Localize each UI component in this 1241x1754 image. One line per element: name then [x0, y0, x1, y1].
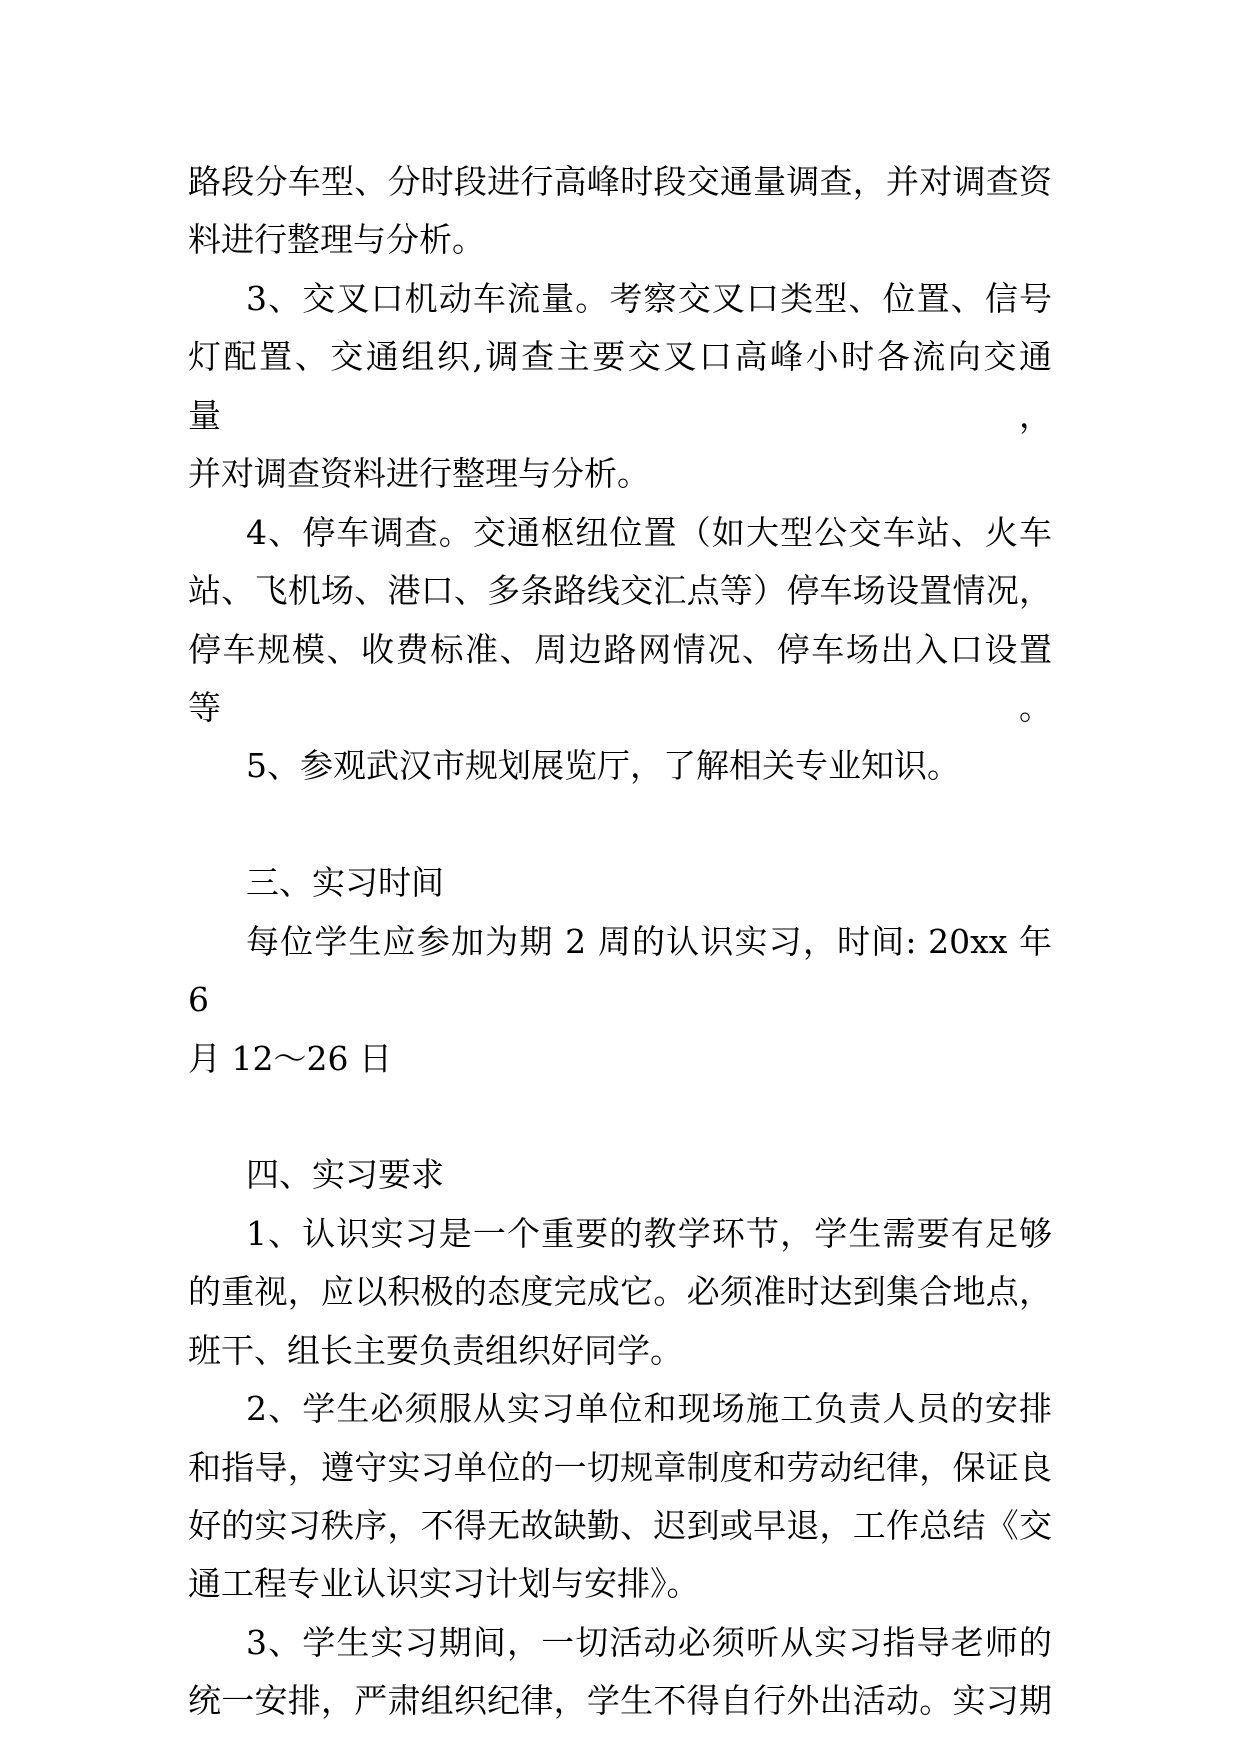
text-line: 灯配置、交通组织,调查主要交叉口高峰小时各流向交通量， [188, 337, 1052, 435]
paragraph [188, 737, 1052, 795]
paragraph [188, 270, 1052, 504]
paragraph [188, 854, 1052, 912]
text-line: 三、实习时间 [246, 863, 444, 903]
paragraph [188, 504, 1052, 738]
text-line: 料进行整理与分析。 [188, 220, 485, 260]
paragraph [188, 1205, 1052, 1380]
text-line: 每位学生应参加为期 2 周的认识实习，时间: 20xx 年 6 [188, 921, 1052, 1020]
document-body [188, 153, 1052, 1731]
text-line: 1、认识实习是一个重要的教学环节，学生需要有足够 [246, 1213, 1052, 1253]
text-line: 3、交叉口机动车流量。考察交叉口类型、位置、信号 [246, 278, 1052, 318]
paragraph [188, 1614, 1052, 1731]
text-line: 5、参观武汉市规划展览厅，了解相关专业知识。 [246, 746, 960, 786]
blank-line [188, 1088, 1052, 1146]
text-line: 的重视，应以积极的态度完成它。必须准时达到集合地点， [188, 1272, 1052, 1312]
text-line: 和指导，遵守实习单位的一切规章制度和劳动纪律，保证良 [188, 1447, 1052, 1487]
text-line: 3、学生实习期间，一切活动必须听从实习指导老师的 [246, 1622, 1052, 1662]
text-line: 四、实习要求 [246, 1155, 444, 1195]
text-line: 班干、组长主要负责组织好同学。 [188, 1330, 683, 1370]
paragraph [188, 1146, 1052, 1204]
text-line: 月 12～26 日 [188, 1038, 392, 1078]
text-line: 统一安排，严肃组织纪律，学生不得自行外出活动。实习期 [188, 1681, 1052, 1721]
text-line: 4、停车调查。交通枢纽位置（如大型公交车站、火车 [246, 512, 1052, 552]
text-line: 2、学生必须服从实习单位和现场施工负责人员的安排 [246, 1389, 1052, 1429]
text-line: 站、飞机场、港口、多条路线交汇点等）停车场设置情况， [188, 571, 1052, 611]
paragraph [188, 153, 1052, 270]
paragraph [188, 913, 1052, 1088]
text-line: 好的实习秩序，不得无故缺勤、迟到或早退，工作总结《交 [188, 1506, 1052, 1546]
text-line: 停车规模、收费标准、周边路网情况、停车场出入口设置等。 [188, 629, 1052, 727]
text-line: 路段分车型、分时段进行高峰时段交通量调查，并对调查资 [188, 162, 1052, 201]
text-line: 并对调查资料进行整理与分析。 [188, 454, 650, 494]
text-line: 通工程专业认识实习计划与安排》。 [188, 1564, 700, 1604]
blank-line [188, 796, 1052, 854]
paragraph [188, 1380, 1052, 1614]
